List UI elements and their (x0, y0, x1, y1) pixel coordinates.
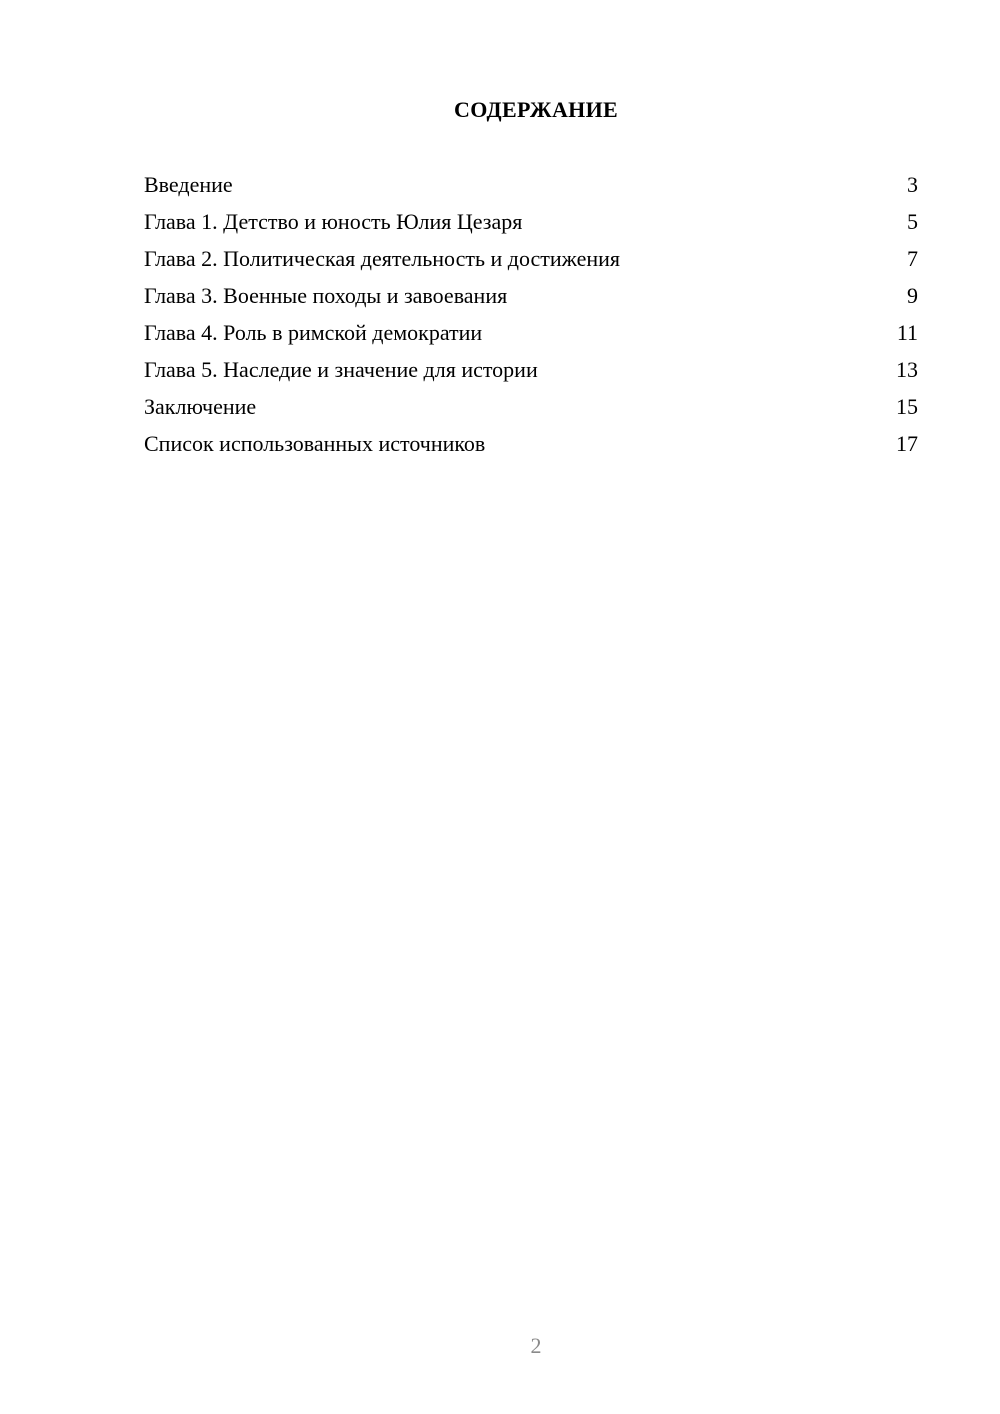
toc-entry-references[interactable] (144, 428, 918, 465)
toc-entry-page-number: 17 (896, 431, 918, 456)
toc-entry-page-number: 3 (907, 172, 918, 197)
table-of-contents (144, 169, 918, 465)
toc-entry-chapter-1[interactable] (144, 206, 918, 243)
toc-entry-label: Глава 5. Наследие и значение для истории (144, 357, 538, 382)
toc-entry-label: Введение (144, 172, 233, 197)
page-number: 2 (530, 1333, 542, 1358)
toc-entry-page-number: 13 (896, 357, 918, 382)
toc-entry-chapter-5[interactable] (144, 354, 918, 391)
toc-entry-label: Заключение (144, 394, 257, 419)
toc-entry-chapter-2[interactable] (144, 243, 918, 280)
toc-entry-page-number: 15 (896, 394, 918, 419)
toc-entry-conclusion[interactable] (144, 391, 918, 428)
toc-title: СОДЕРЖАНИЕ (454, 97, 618, 122)
toc-entry-chapter-3[interactable] (144, 280, 918, 317)
toc-entry-page-number: 7 (907, 246, 918, 271)
toc-entry-label: Глава 3. Военные походы и завоевания (144, 283, 508, 308)
toc-entry-page-number: 5 (907, 209, 918, 234)
toc-entry-page-number: 9 (907, 283, 918, 308)
toc-entry-label: Глава 4. Роль в римской демократии (144, 320, 483, 345)
toc-entry-introduction[interactable] (144, 169, 918, 206)
toc-entry-chapter-4[interactable] (144, 317, 918, 354)
toc-entry-label: Список использованных источников (144, 431, 486, 456)
toc-entry-page-number: 11 (896, 320, 918, 345)
toc-entry-label: Глава 1. Детство и юность Юлия Цезаря (144, 209, 523, 234)
toc-entry-label: Глава 2. Политическая деятельность и достижения (144, 246, 620, 271)
